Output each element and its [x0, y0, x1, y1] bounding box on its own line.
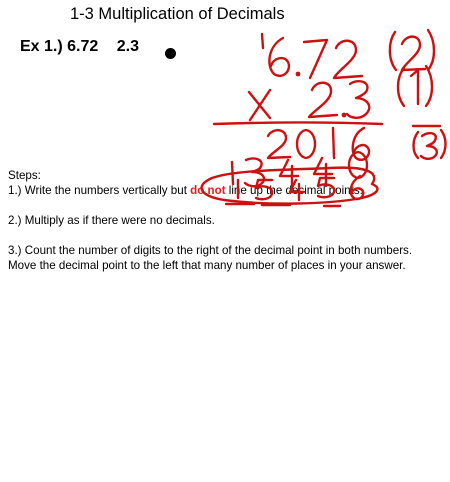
handwritten-bottom-factor	[309, 81, 369, 118]
step-1-text-end: line up the decimal points.	[225, 184, 363, 197]
handwritten-product-line	[214, 123, 382, 125]
step-2: 2.) Multiply as if there were no decimals.	[8, 214, 215, 227]
steps-heading: Steps:	[8, 169, 41, 182]
handwritten-top-factor	[262, 34, 362, 78]
handwritten-multiply-sign	[249, 90, 270, 120]
steps-section	[8, 168, 428, 273]
example-problem	[20, 38, 139, 56]
example-factor-1: 6.72	[67, 38, 99, 55]
step-1-emphasis: do not	[190, 184, 226, 197]
step-1	[8, 183, 428, 198]
example-factor-2: 2.3	[116, 38, 139, 55]
handwritten-partial-product-1	[268, 128, 369, 160]
example-label: Ex 1.)	[20, 38, 63, 55]
handwritten-places-2	[390, 30, 434, 70]
handwritten-places-3	[413, 126, 446, 159]
step-3: 3.) Count the number of digits to the right of the decimal point in both numbers. Move the decimal point to the left that many number of places in your answer.	[8, 244, 413, 272]
bullet-dot	[165, 48, 176, 59]
page-title: 1-3 Multiplication of Decimals	[70, 5, 285, 23]
step-1-text-start: 1.) Write the numbers vertically but	[8, 184, 191, 197]
handwritten-places-1	[398, 66, 432, 106]
